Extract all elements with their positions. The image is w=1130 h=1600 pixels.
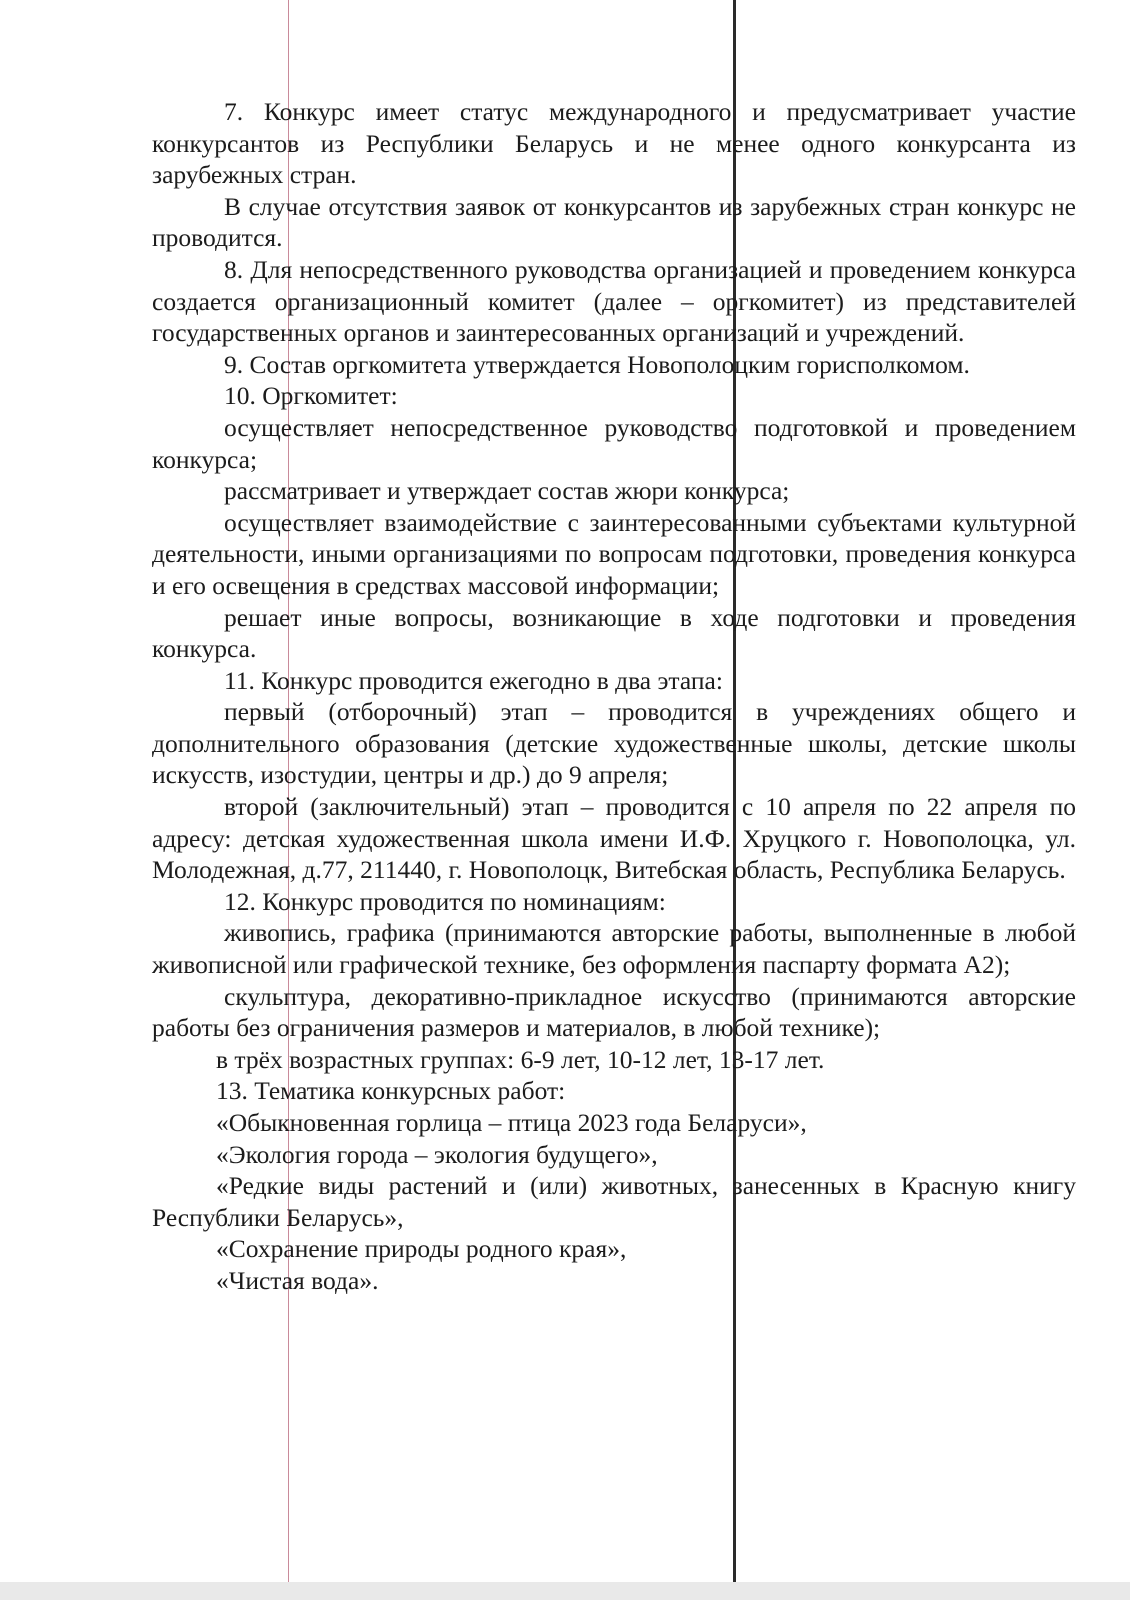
list-item: живопись, графика (принимаются авторские работы, выполненные в любой живописной или графической технике, без оформления паспарту формата А2); [152,918,1076,980]
theme-item: «Чистая вода». [216,1265,379,1295]
list-item: скульптура, декоративно-прикладное искусство (принимаются авторские работы без ограничения размеров и материалов, в любой технике); [152,981,1076,1043]
list-item: второй (заключительный) этап – проводится с 10 апреля по 22 апреля по адресу: детская художественная школа имени И.Ф. Хруцкого г. Новополоцка, ул. Молодежная, д.77, 211440, г. Новополоцк, Витебская область, Республика Беларусь. [152,792,1076,885]
paragraph-8: 8. Для непосредственного руководства организацией и проведением конкурса создается организационный комитет (далее – оргкомитет) из представителей государственных органов и заинтересованных организаций и учреждений. [152,254,1076,348]
theme-item: «Обыкновенная горлица – птица 2023 года Беларуси», [216,1108,807,1137]
paragraph-10: 10. Оргкомитет: [224,381,398,411]
list-item: осуществляет непосредственное руководство подготовкой и проведением конкурса; [152,412,1076,474]
list-item: первый (отборочный) этап – проводится в учреждениях общего и дополнительного образования (детские художественные школы, детские школы искусств, изостудии, центры и др.) до 9 апреля; [152,697,1076,790]
list-item: рассматривает и утверждает состав жюри конкурса; [224,476,790,506]
paragraph-11: 11. Конкурс проводится ежегодно в два этапа: [224,665,723,695]
paragraph-13: 13. Тематика конкурсных работ: [216,1076,566,1106]
theme-item: «Сохранение природы родного края», [216,1234,627,1264]
list-item: решает иные вопросы, возникающие в ходе подготовки и проведения конкурса. [152,602,1076,664]
theme-item: «Редкие виды растений и (или) животных, занесенных в Красную книгу Республики Беларусь», [152,1171,1076,1232]
scan-bottom-edge [0,1582,1130,1600]
paragraph-12: 12. Конкурс проводится по номинациям: [224,886,666,916]
paragraph-9: 9. Состав оргкомитета утверждается Новополоцким горисполкомом. [224,349,970,379]
paragraph-7-note: В случае отсутствия заявок от конкурсантов из зарубежных стран конкурс не проводится. [152,191,1076,253]
paragraph-7: 7. Конкурс имеет статус международного и предусматривает участие конкурсантов из Республики Беларусь и не менее одного конкурсанта из зарубежных стран. [152,97,1076,190]
list-item: осуществляет взаимодействие с заинтересованными субъектами культурной деятельности, иными организациями по вопросам подготовки, проведения конкурса и его освещения в средствах массовой информации; [152,507,1076,600]
theme-item: «Экология города – экология будущего», [216,1139,658,1169]
document-body [152,96,1076,1297]
list-item: в трёх возрастных группах: 6-9 лет, 10-12 лет, 13-17 лет. [216,1044,825,1074]
